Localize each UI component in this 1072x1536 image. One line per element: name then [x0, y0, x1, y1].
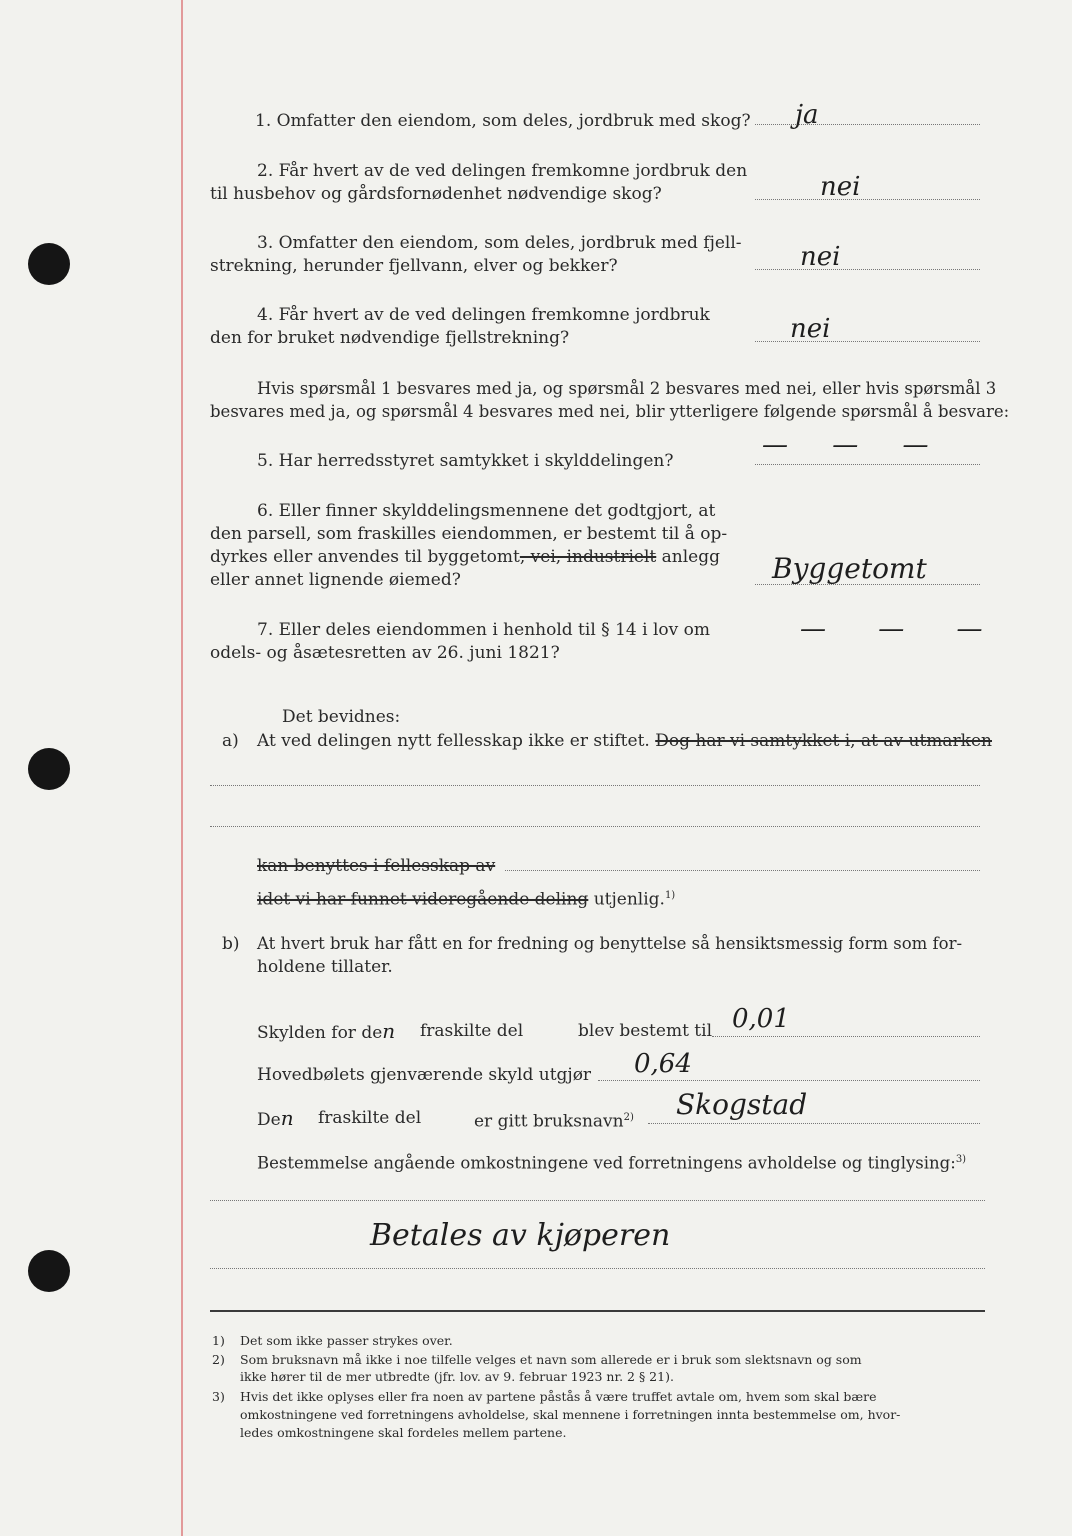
- bruksnavn-label: er gitt bruksnavn: [474, 1111, 624, 1132]
- question-7-line-2: odels- og åsætesretten av 26. juni 1821?: [210, 643, 560, 663]
- question-1: 1. Omfatter den eiendom, som deles, jordbruk med skog?: [255, 111, 751, 131]
- attest-a-label: a): [222, 731, 239, 751]
- question-2-line-2: til husbehov og gårdsfornødenhet nødvendige skog?: [210, 184, 662, 204]
- skyld-line-2: Hovedbølets gjenværende skyld utgjør: [257, 1065, 592, 1085]
- answer-6: Byggetomt: [772, 552, 927, 585]
- costs-answer: Betales av kjøperen: [370, 1218, 671, 1253]
- answer-line-5: [755, 464, 980, 465]
- skyld-line-3-c: [474, 1107, 634, 1133]
- footnote-2-line-1: Som bruksnavn må ikke i noe tilfelle velges et navn som allerede er i bruk som slektsnavn og som: [240, 1352, 862, 1367]
- skyld-value-2: 0,64: [634, 1049, 692, 1079]
- question-6-line-3: [210, 546, 720, 568]
- condition-line-2: besvares med ja, og spørsmål 4 besvares med nei, blir ytterligere følgende spørsmål å besvare:: [210, 402, 1010, 421]
- question-2-line-1: 2. Får hvert av de ved delingen fremkomne jordbruk den: [257, 161, 748, 181]
- condition-line-1: Hvis spørsmål 1 besvares med ja, og spørsmål 2 besvares med nei, eller hvis spørsmål 3: [257, 379, 997, 398]
- footnote-ref-3: 3): [955, 1154, 967, 1165]
- question-7-line-1: 7. Eller deles eiendommen i henhold til § 14 i lov om: [257, 620, 710, 640]
- q6-text-c: anlegg: [656, 547, 720, 567]
- footnote-3-line-1: Hvis det ikke oplyses eller fra noen av partene påstås å være truffet avtale om, hvem som skal bære: [240, 1389, 877, 1404]
- answer-7: — — —: [800, 614, 1005, 644]
- question-4-line-1: 4. Får hvert av de ved delingen fremkomne jordbruk: [257, 305, 710, 325]
- punch-hole-top: [28, 243, 70, 285]
- question-6-line-4: eller annet lignende øiemed?: [210, 570, 461, 590]
- skyld-value-1: 0,01: [732, 1004, 790, 1034]
- attest-a-text: [257, 730, 992, 752]
- skyld-line-1: [257, 1020, 395, 1044]
- footnote-ref-2: 2): [623, 1112, 634, 1123]
- footnote-3-line-3: ledes omkostningene skal fordeles mellem partene.: [240, 1425, 567, 1440]
- attest-struck-line-2: kan benyttes i fellesskap av: [257, 856, 496, 876]
- attest-blank-line-2: [210, 826, 980, 827]
- answer-line-2: [755, 199, 980, 200]
- skyld-line-1-b: fraskilte del: [420, 1021, 524, 1041]
- answer-line-1: [755, 124, 980, 125]
- footnote-2-mark: 2): [212, 1352, 225, 1367]
- skyld-line-3-b: fraskilte del: [318, 1108, 422, 1128]
- footnote-3-line-2: omkostningene ved forretningens avholdelse, skal mennene i forretningen innta bestemmelse om, hvor-: [240, 1407, 901, 1422]
- footnote-3-mark: 3): [212, 1389, 225, 1404]
- footnote-1-line-1: Det som ikke passer strykes over.: [240, 1333, 453, 1348]
- attest-blank-line-3: [505, 870, 980, 871]
- skyld-line-3-hand-n: n: [280, 1106, 294, 1130]
- question-6-line-2: den parsell, som fraskilles eiendommen, er bestemt til å op-: [210, 524, 728, 544]
- answer-line-3: [755, 269, 980, 270]
- answer-5: — — —: [762, 430, 947, 460]
- attest-b-line-2: holdene tillater.: [257, 957, 393, 977]
- attest-utjenlig: utjenlig.: [588, 889, 665, 910]
- attest-heading: Det bevidnes:: [282, 707, 401, 727]
- attest-a-main: At ved delingen nytt fellesskap ikke er stiftet.: [257, 731, 650, 751]
- question-6-line-1: 6. Eller finner skylddelingsmennene det godtgjort, at: [257, 501, 716, 521]
- answer-3: nei: [800, 242, 841, 272]
- costs-label: [257, 1149, 966, 1175]
- attest-struck-line-3: [257, 885, 675, 911]
- costs-text: Bestemmelse angående omkostningene ved forretningens avholdelse og tinglysing:: [257, 1153, 956, 1173]
- question-3-line-2: strekning, herunder fjellvann, elver og bekker?: [210, 256, 618, 276]
- skyld-line-3: [257, 1107, 294, 1131]
- punch-hole-middle: [28, 748, 70, 790]
- q6-struck-text: , vei, industrielt: [519, 547, 657, 567]
- answer-4: nei: [790, 314, 831, 344]
- bruksnavn-value: Skogstad: [676, 1088, 808, 1121]
- footnote-separator: [210, 1310, 985, 1312]
- q6-text-a: dyrkes eller anvendes til byggetomt: [210, 547, 520, 567]
- attest-b-line-1: At hvert bruk har fått en for fredning og benyttelse så hensiktsmessig form som for-: [257, 934, 963, 953]
- answer-line-4: [755, 341, 980, 342]
- skyld-line-1-c: blev bestemt til: [578, 1021, 713, 1041]
- costs-blank-line: [210, 1200, 985, 1201]
- footnote-ref-1: 1): [664, 890, 676, 901]
- attest-struck-text: idet vi har funnet videregående deling: [257, 889, 589, 910]
- footnote-1-mark: 1): [212, 1333, 225, 1348]
- punch-hole-bottom: [28, 1250, 70, 1292]
- attest-a-struck: Dog har vi samtykket i, at av utmarken: [655, 731, 992, 751]
- bruksnavn-line: [648, 1123, 980, 1124]
- question-3-line-1: 3. Omfatter den eiendom, som deles, jordbruk med fjell-: [257, 233, 742, 253]
- skyld-prefix: Skylden for de: [257, 1023, 383, 1043]
- question-4-line-2: den for bruket nødvendige fjellstrekning?: [210, 328, 570, 348]
- answer-2: nei: [820, 172, 861, 202]
- skyld-hand-n: n: [382, 1019, 396, 1043]
- attest-blank-line-1: [210, 785, 980, 786]
- question-5: 5. Har herredsstyret samtykket i skylddelingen?: [257, 451, 674, 471]
- skyld-value-line-1: [712, 1036, 980, 1037]
- skyld-value-line-2: [598, 1080, 980, 1081]
- costs-answer-line: [210, 1268, 985, 1269]
- footnote-2-line-2: ikke hører til de mer utbredte (jfr. lov. av 9. februar 1923 nr. 2 § 21).: [240, 1369, 674, 1384]
- answer-1: ja: [795, 100, 819, 130]
- attest-b-label: b): [222, 934, 240, 954]
- margin-line: [181, 0, 183, 1536]
- skyld-line-3-prefix: De: [257, 1110, 281, 1130]
